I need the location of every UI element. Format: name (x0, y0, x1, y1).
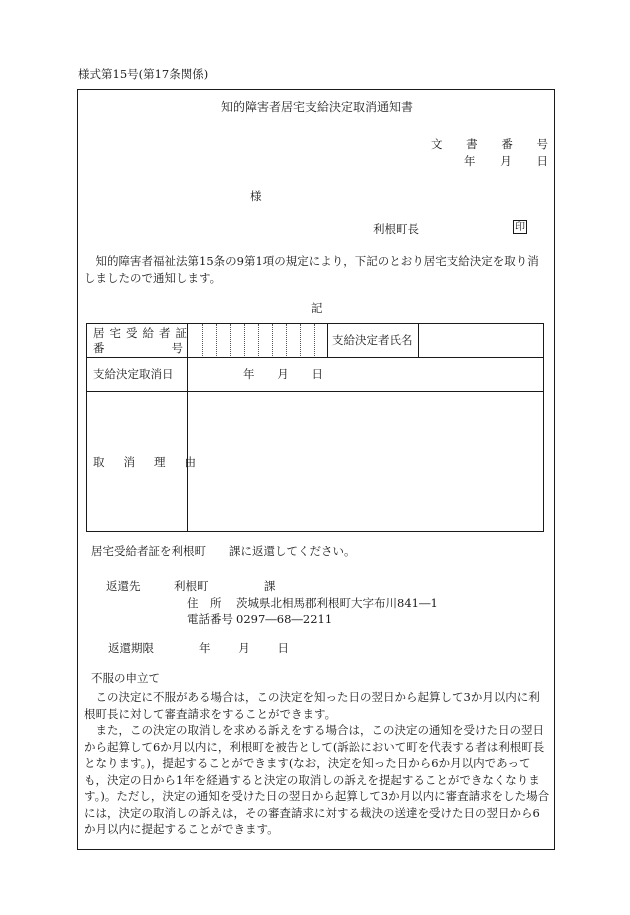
cert-number-value-cell[interactable] (187, 323, 328, 358)
address-label: 住 所 (187, 596, 222, 610)
cancel-date-month: 月 (277, 367, 289, 381)
digit-divider (244, 324, 245, 358)
objection-heading: 不服の申立て (91, 671, 160, 685)
deadline-year: 年 (199, 641, 211, 655)
addressee-suffix: 様 (250, 189, 262, 203)
doc-number-char: 号 (536, 137, 548, 151)
return-deadline-date (199, 640, 289, 657)
reason-label-cell (86, 391, 215, 532)
phone-label: 電話番号 (187, 612, 233, 626)
date-year: 年 (464, 154, 476, 168)
document-number-line (431, 136, 548, 153)
cancel-date-day: 日 (311, 367, 323, 381)
digit-divider (216, 324, 217, 358)
return-destination-label: 返還先 (106, 579, 141, 593)
objection-body (84, 689, 550, 838)
cert-label-ban: 番 (93, 341, 105, 355)
cancel-date-label: 支給決定取消日 (93, 367, 174, 381)
digit-divider (300, 324, 301, 358)
address-value: 茨城県北相馬郡利根町大字布川841―1 (236, 596, 438, 610)
deadline-month: 月 (238, 641, 250, 655)
doc-number-char: 書 (466, 137, 478, 151)
date-month: 月 (500, 154, 512, 168)
digit-divider (272, 324, 273, 358)
cert-label-go: 号 (171, 341, 183, 355)
record-heading: 記 (311, 301, 323, 315)
doc-number-char: 文 (431, 137, 443, 151)
cancel-date-value (243, 366, 323, 383)
cert-number-label-line1: 居宅受給者証 (93, 326, 192, 340)
notice-body: 知的障害者福祉法第15条の9第1項の規定により，下記のとおり居宅支給決定を取り消しましたので通知します。 (84, 254, 539, 285)
reason-value-cell[interactable] (187, 391, 544, 532)
return-destination-town: 利根町 (174, 579, 209, 593)
phone-value: 0297―68―2211 (236, 612, 333, 626)
digit-divider (286, 324, 287, 358)
doc-number-char: 番 (501, 137, 513, 151)
cancel-date-year: 年 (243, 367, 255, 381)
return-deadline-label: 返還期限 (108, 641, 154, 655)
document-title: 知的障害者居宅支給決定取消通知書 (220, 100, 413, 114)
cert-number-label-cell (86, 323, 192, 358)
cert-number-label-line2 (93, 340, 183, 357)
form-number: 様式第15号(第17条関係) (78, 67, 209, 81)
reason-label: 取消理由 (93, 455, 215, 469)
seal-mark: 印 (515, 222, 525, 233)
return-notice: 居宅受給者証を利根町 課に返還してください。 (91, 544, 356, 558)
return-destination-dept: 課 (264, 579, 276, 593)
deadline-day: 日 (277, 641, 289, 655)
recipient-name-label: 支給決定者氏名 (332, 333, 413, 347)
objection-paragraph-1: この決定に不服がある場合は，この決定を知った日の翌日から起算して3か月以内に利根町長に対して審査請求をすることができます。 (84, 690, 540, 721)
recipient-name-value-cell[interactable] (418, 323, 544, 358)
document-frame (77, 89, 555, 850)
recipient-name-label-cell (327, 323, 419, 358)
sender-name: 利根町長 (373, 222, 419, 236)
date-day: 日 (536, 154, 548, 168)
cancel-date-label-cell (86, 357, 188, 392)
objection-paragraph-2: また，この決定の取消しを求める訴えをする場合は，この決定の通知を受けた日の翌日から起算して6か月以内に，利根町を被告として(訴訟において町を代表する者は利根町長となります。)，提起することができます(なお，決定を知った日から6か月以内であっても，決定の日から1年を経過すると決定の取消しの訴えを提起することができなくなります。)。ただし，決定の通知を受けた日の翌日から起算して3か月以内に審査請求をした場合には，決定の取消しの訴えは，その審査請求に対する裁決の送達を受けた日の翌日から6か月以内に提起することができます。 (84, 723, 550, 836)
document-date-line (464, 153, 548, 170)
digit-divider (258, 324, 259, 358)
digit-divider (314, 324, 315, 358)
cancel-date-value-cell[interactable] (187, 357, 544, 392)
record-table (86, 323, 544, 532)
digit-divider (202, 324, 203, 358)
digit-divider (230, 324, 231, 358)
